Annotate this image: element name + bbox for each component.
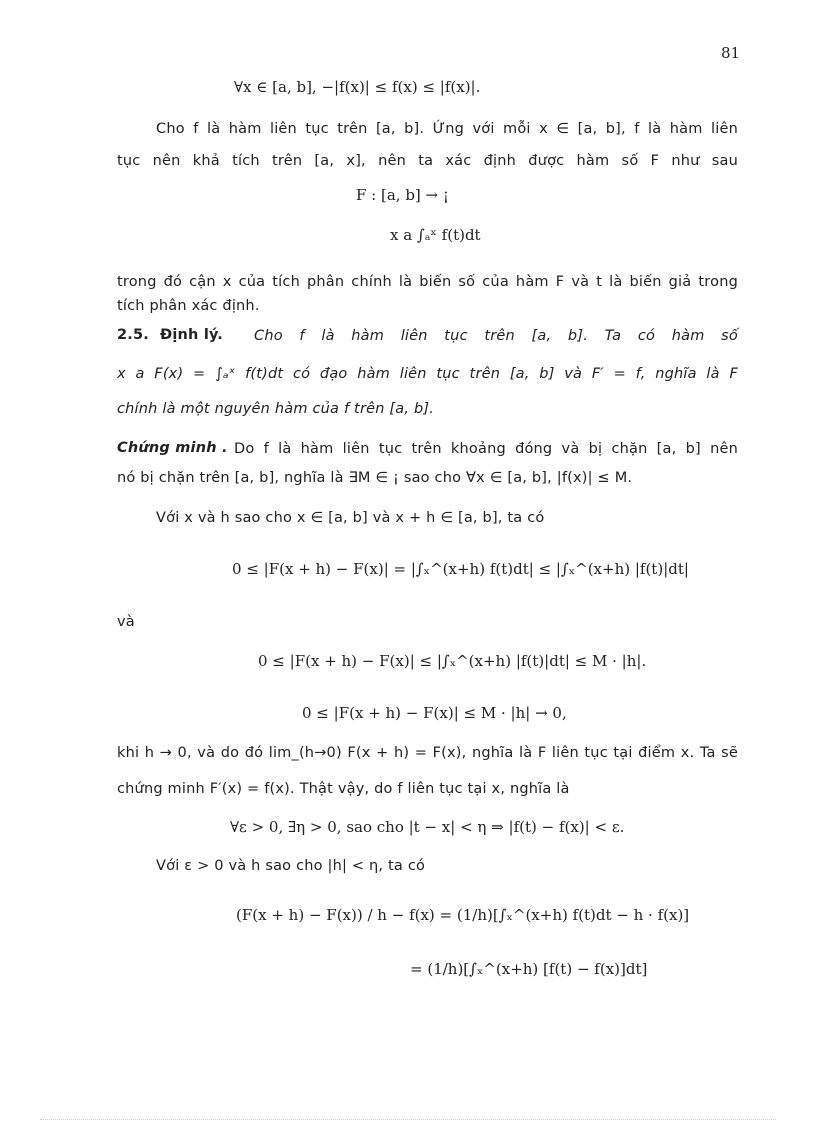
text-line: nó bị chặn trên [a, b], nghĩa là ∃M ∈ ¡ sao cho ∀x ∈ [a, b], |f(x)| ≤ M.: [117, 470, 633, 486]
proof-heading: [117, 441, 228, 456]
equation-bounded-abs: ∀x ∈ [a, b], −|f(x)| ≤ f(x) ≤ |f(x)|.: [234, 78, 481, 96]
text-line: Với x và h sao cho x ∈ [a, b] và x + h ∈ [a, b], ta có: [156, 510, 545, 526]
text-line: Cho f là hàm liên tục trên [a, b]. Ứng với mỗi x ∈ [a, b], f là hàm liên: [156, 121, 738, 137]
equation-difference-bound: 0 ≤ |F(x + h) − F(x)| ≤ |∫ₓ^(x+h) |f(t)|dt| ≤ M · |h|.: [258, 652, 647, 670]
theorem-title: Định lý.: [160, 327, 224, 343]
equation-map-definition: F : [a, b] → ¡: [356, 186, 449, 204]
page-bottom-divider: [40, 1119, 776, 1120]
text-line: chứng minh F′(x) = f(x). Thật vậy, do f liên tục tại x, nghĩa là: [117, 781, 570, 797]
text-line: tích phân xác định.: [117, 298, 260, 314]
proof-label: Chứng minh .: [117, 440, 228, 456]
text-line: và: [117, 614, 135, 630]
text-line: tục nên khả tích trên [a, x], nên ta xác định được hàm số F như sau: [117, 153, 738, 169]
text-line: trong đó cận x của tích phân chính là biến số của hàm F và t là biến giả trong: [117, 274, 738, 290]
theorem-number: [117, 328, 149, 343]
equation-difference-limit: 0 ≤ |F(x + h) − F(x)| ≤ M · |h| → 0,: [302, 704, 567, 722]
theorem-heading: [160, 328, 223, 343]
text-line: Với ε > 0 và h sao cho |h| < η, ta có: [156, 858, 426, 874]
theorem-statement: Cho f là hàm liên tục trên [a, b]. Ta có hàm số: [254, 328, 738, 344]
equation-difference-quotient-continued: = (1/h)[∫ₓ^(x+h) [f(t) − f(x)]dt]: [410, 960, 648, 978]
equation-continuity: ∀ε > 0, ∃η > 0, sao cho |t − x| < η ⇒ |f(t) − f(x)| < ε.: [230, 818, 625, 836]
text-line: Do f là hàm liên tục trên khoảng đóng và bị chặn [a, b] nên: [234, 441, 738, 457]
text-line: khi h → 0, và do đó lim_(h→0) F(x + h) = F(x), nghĩa là F liên tục tại điểm x. Ta sẽ: [117, 745, 738, 761]
equation-difference-integral: 0 ≤ |F(x + h) − F(x)| = |∫ₓ^(x+h) f(t)dt| ≤ |∫ₓ^(x+h) |f(t)|dt|: [232, 560, 689, 578]
equation-map-integral: x a ∫ₐˣ f(t)dt: [390, 226, 481, 244]
theorem-label: 2.5.: [117, 327, 149, 343]
theorem-statement: chính là một nguyên hàm của f trên [a, b].: [117, 401, 435, 417]
equation-difference-quotient: (F(x + h) − F(x)) / h − f(x) = (1/h)[∫ₓ^(x+h) f(t)dt − h · f(x)]: [236, 906, 690, 924]
page-number: 81: [721, 44, 741, 62]
theorem-statement: x a F(x) = ∫ₐˣ f(t)dt có đạo hàm liên tục trên [a, b] và F′ = f, nghĩa là F: [117, 366, 738, 382]
